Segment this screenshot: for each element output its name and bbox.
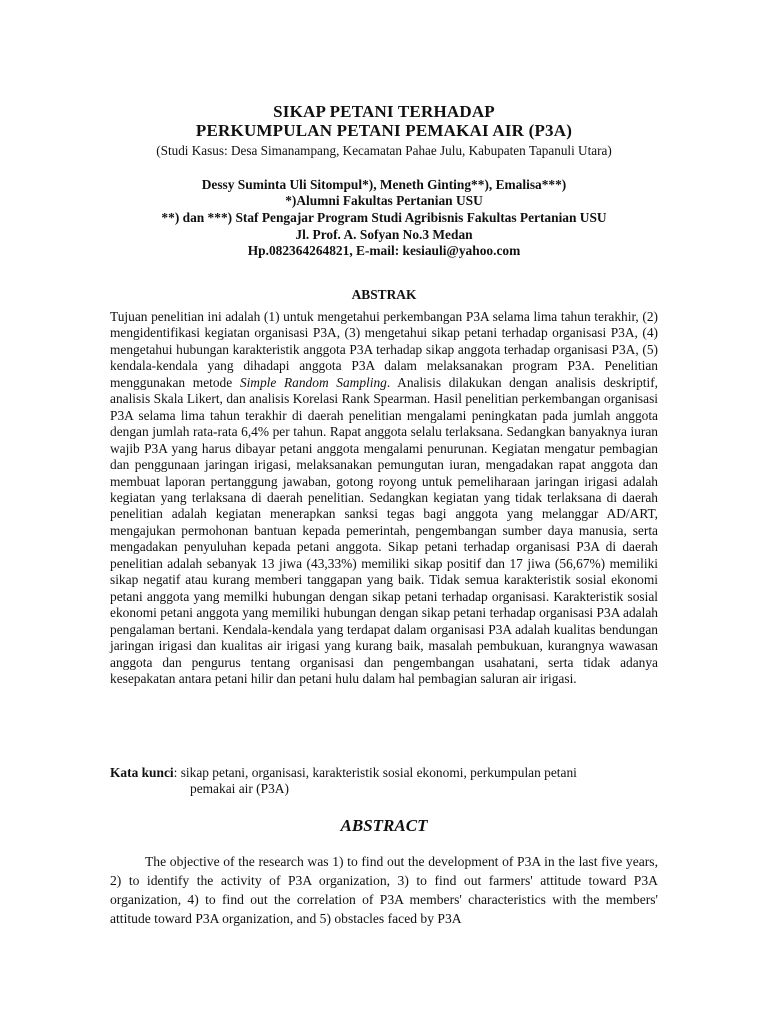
keywords-label: Kata kunci <box>110 765 174 780</box>
author-list: Dessy Suminta Uli Sitompul*), Meneth Ginting**), Emalisa***) <box>201 177 567 192</box>
affiliation-staff: **) dan ***) Staf Pengajar Program Studi Agribisnis Fakultas Pertanian USU <box>161 210 607 225</box>
abstrak-heading: ABSTRAK <box>351 287 417 302</box>
keywords-line-2: pemakai air (P3A) <box>190 781 289 797</box>
author-address: Jl. Prof. A. Sofyan No.3 Medan <box>295 227 473 242</box>
keywords-line-1: : sikap petani, organisasi, karakteristik sosial ekonomi, perkumpulan petani <box>173 765 577 780</box>
keywords-block <box>110 765 658 798</box>
abstrak-text-part-2: . Analisis dilakukan dengan analisis deskriptif, analisis Skala Likert, dan analisis Korelasi Rank Spearman. Hasil penelitian perkembangan organisasi P3A selama lima tahun terakhir di daerah penelitian mengalami peningkatan pada jumlah anggota dengan jumlah rata-rata 6,4% per tahun. Rapat anggota selalu terlaksana. Sedangkan banyaknya iuran wajib P3A yang harus dibayar petani anggota mengalami penurunan. Kegiatan mengatur pembagian dan penggunaan jaringan irigasi, melaksanakan pemungutan iuran, mengadakan rapat anggota dan membuat laporan pertanggung jawaban, gotong royong untuk pemeliharaan jaringan irigasi adalah kegiatan yang terlaksana di daerah penelitian. Sedangkan kegiatan yang tidak terlaksana di daerah penelitian adalah kegiatan menerapkan sanksi tegas bagi anggota yang melanggar AD/ART, mengajukan permohonan bantuan kepada pemerintah, pengembangan sumber daya manusia, serta mengadakan penyuluhan kepada petani anggota. Sikap petani terhadap organisasi P3A di daerah penelitian adalah sebanyak 13 jiwa (43,33%) memiliki sikap positif dan 17 jiwa (56,67%) memiliki sikap negatif atau kurang memberi tanggapan yang baik. Tidak semua karakteristik sosial ekonomi petani anggota yang memilki hubungan dengan sikap petani terhadap organisasi. Karakteristik sosial ekonomi petani anggota yang memiliki hubungan dengan sikap petani terhadap organisasi P3A adalah pengalaman bertani. Kendala-kendala yang terdapat dalam organisasi P3A adalah kualitas bendungan jaringan irigasi dan kualitas air irigasi yang kurang baik, masalah pembukuan, kurangnya wawasan anggota dan pengurus tentang organisasi dan pengembangan usahatani, serta tidak adanya kesepakatan antara petani hilir dan petani hulu dalam hal pembagian saluran air irigasi. <box>110 374 659 686</box>
abstrak-body <box>110 309 658 687</box>
paper-title-line-1: SIKAP PETANI TERHADAP <box>273 102 495 121</box>
abstract-body: The objective of the research was 1) to find out the development of P3A in the last five years, 2) to identify the activity of P3A organization, 3) to find out farmers' attitude toward P3A organization, 4) to find out the correlation of P3A members' characteristics with the members' attitude toward P3A organization, and 5) obstacles faced by P3A <box>110 854 658 926</box>
affiliation-alumni: *)Alumni Fakultas Pertanian USU <box>285 193 483 208</box>
method-term: Simple Random Sampling <box>239 374 387 390</box>
abstract-heading: ABSTRACT <box>340 816 428 835</box>
paper-title-line-2: PERKUMPULAN PETANI PEMAKAI AIR (P3A) <box>195 121 573 140</box>
paper-subtitle: (Studi Kasus: Desa Simanampang, Kecamatan Pahae Julu, Kabupaten Tapanuli Utara) <box>156 143 612 158</box>
abstrak-text-part-1: Tujuan penelitian ini adalah (1) untuk mengetahui perkembangan P3A selama lima tahun terakhir, (2) mengidentifikasi kegiatan organisasi P3A, (3) mengetahui sikap petani terhadap organisasi P3A, (4) mengetahui hubungan karakteristik anggota P3A terhadap sikap anggota terhadap organisasi P3A, (5) kendala-kendala yang dihadapi anggota P3A dalam melaksanakan program P3A. Penelitian menggunakan metode <box>110 309 658 390</box>
author-contact: Hp.082364264821, E-mail: kesiauli@yahoo.com <box>247 243 521 258</box>
